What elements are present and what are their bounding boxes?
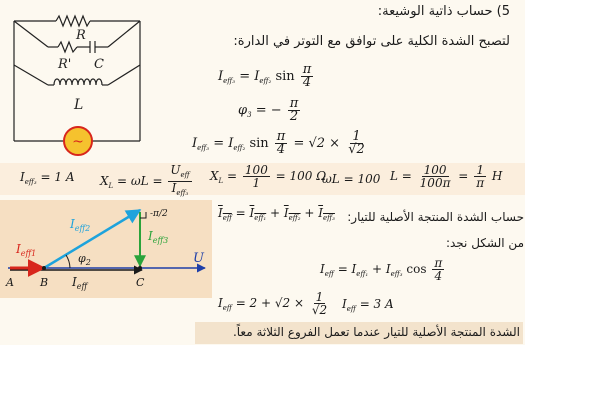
equation-3: $I_{eff_3} = I_{eff_2}$ sin $\frac{\pi}{4}$ = √2 × $\frac{1}{√2}$ (192, 129, 365, 157)
i3-label: $I_{eff3}$ (148, 229, 169, 245)
xl-value: $X_L$ = $\frac{100}{1}$ = 100 Ω (210, 163, 327, 190)
ac-source-label: ~ (72, 134, 84, 150)
resistor-R-label: R (76, 28, 86, 43)
angle-label: -π/2 (150, 209, 168, 219)
phi2-arc (66, 255, 70, 268)
vector-sum-equation: $I_{eff} = I_{eff_1} + I_{eff_2} + I_{eff_3}$ (218, 206, 335, 222)
i2-arrow (44, 210, 140, 268)
condition-text: لتصبح الشدة الكلية على توافق مع التوتر في الدارة: (233, 34, 510, 49)
point-B (42, 266, 46, 270)
inductance-value: L = $\frac{100}{100\pi}$ = $\frac{1}{\pi}$ H (390, 163, 503, 190)
point-A-label: A (6, 276, 14, 289)
phi2-label: $\varphi_2$ (78, 252, 91, 267)
circuit-diagram (8, 5, 148, 163)
equation-1: $I_{eff_3} = I_{eff_2}$ sin $\frac{\pi}{4}$ (218, 62, 312, 90)
from-figure-text: من الشكل نجد: (445, 236, 524, 250)
calc-text: حساب الشدة المنتجة الأصلية للتيار: (347, 210, 524, 224)
omega-l-value: ωL = 100 (322, 172, 381, 186)
u-axis-label: U (193, 251, 204, 266)
conclusion-text: الشدة المنتجة الأصلية للتيار عندما تعمل الفروع الثلاثة معاً. (232, 325, 520, 339)
equation-4: $I_{eff} = I_{eff_1} + I_{eff_3}$ cos $\frac{\pi}{4}$ (320, 256, 443, 283)
point-B-label: B (40, 276, 49, 289)
point-C-label: C (136, 276, 145, 289)
inductor-L-label: L (74, 97, 84, 113)
i3-value: $I_{eff_3} = 1$ A (20, 170, 75, 186)
equation-5: $I_{eff} = 2 + √2$ × $\frac{1}{√2}$ (218, 290, 328, 317)
resistor-R-prime-label: R' (58, 57, 72, 72)
i2-label: $I_{eff2}$ (70, 217, 91, 233)
equation-2: $\varphi_3$ = − $\frac{\pi}{2}$ (238, 96, 299, 124)
ieff-label: $I_{eff}$ (72, 275, 88, 291)
section-heading: 5) حساب ذاتية الوشيعة: (377, 4, 510, 19)
capacitor-C-label: C (94, 57, 104, 72)
equation-6: $I_{eff} = 3$ A (342, 297, 394, 313)
i1-label: $I_{eff1}$ (16, 242, 37, 258)
xl-formula: $X_L = \omega L$ = $\frac{U_{eff}}{I_{eff_3}}$ (100, 163, 190, 197)
phasor-diagram (0, 200, 212, 300)
point-C (138, 266, 142, 270)
